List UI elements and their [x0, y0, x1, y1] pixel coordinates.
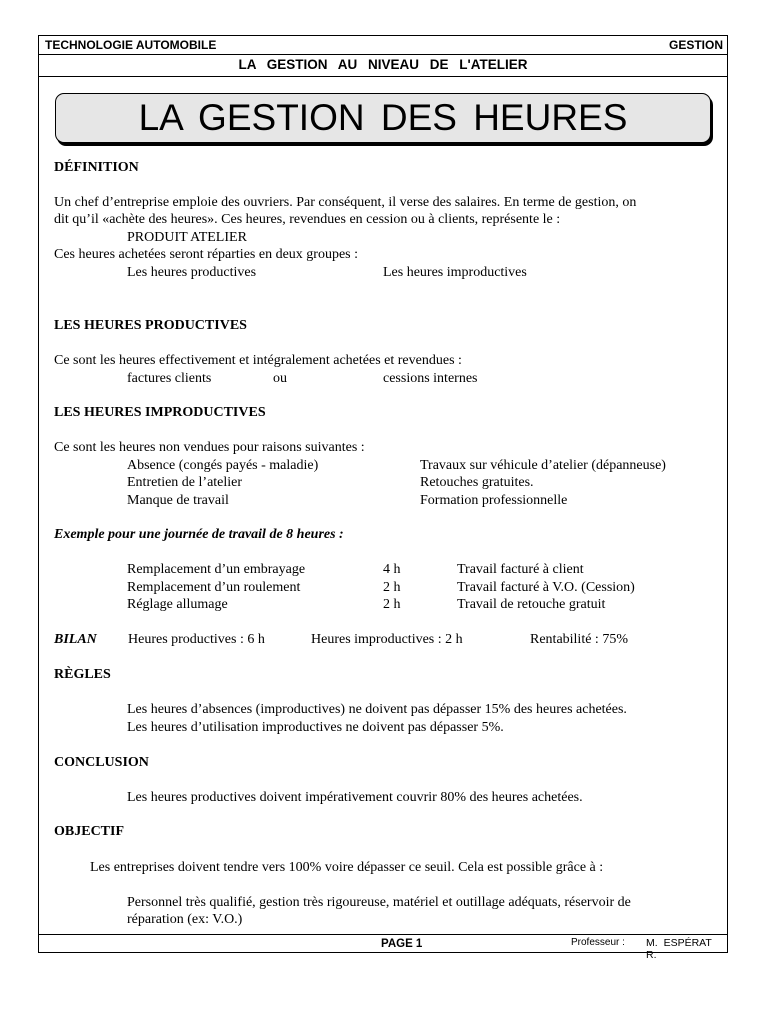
improductive-reason: Manque de travail [127, 493, 229, 508]
footer-bar [39, 934, 727, 961]
improductive-reason: Entretien de l’atelier [127, 475, 243, 490]
page-number: PAGE 1 [381, 938, 423, 950]
header-category: GESTION [668, 38, 723, 52]
conclusion-text: Les heures productives doivent impérativement couvrir 80% des heures achetées. [127, 790, 583, 805]
improductive-reason: Absence (congés payés - maladie) [127, 458, 319, 473]
professor-label: Professeur : [571, 937, 625, 948]
objectif-line1: Personnel très qualifié, gestion très rigoureuse, matériel et outillage adéquats, réservoir de [127, 895, 631, 910]
example-hours: 2 h [383, 580, 401, 595]
conclusion-heading: CONCLUSION [54, 755, 149, 770]
definition-line2: dit qu’il «achète des heures». Ces heures, revendues en cession ou à clients, représente le : [54, 212, 561, 227]
example-task: Remplacement d’un embrayage [127, 562, 306, 577]
regles-line2: Les heures d’utilisation improductives ne doivent pas dépasser 5%. [127, 720, 504, 735]
example-task: Remplacement d’un roulement [127, 580, 301, 595]
definition-line1: Un chef d’entreprise emploie des ouvriers. Par conséquent, il verse des salaires. En terme de gestion, on [54, 195, 637, 210]
improductive-reason: Formation professionnelle [420, 493, 568, 508]
produit-atelier: PRODUIT ATELIER [127, 230, 247, 245]
improductives-text: Ce sont les heures non vendues pour raisons suivantes : [54, 440, 365, 455]
productives-heading: LES HEURES PRODUCTIVES [54, 318, 247, 333]
improductive-reason: Retouches gratuites. [420, 475, 534, 490]
example-heading: Exemple pour une journée de travail de 8 heures : [54, 527, 344, 542]
improductives-heading: LES HEURES IMPRODUCTIVES [54, 405, 266, 420]
header-subject: TECHNOLOGIE AUTOMOBILE [45, 38, 217, 52]
regles-heading: RÈGLES [54, 667, 111, 682]
improductive-reason: Travaux sur véhicule d’atelier (dépanneuse) [420, 458, 666, 473]
productives-text: Ce sont les heures effectivement et intégralement achetées et revendues : [54, 353, 462, 368]
definition-heading: DÉFINITION [54, 160, 139, 175]
example-task: Réglage allumage [127, 597, 228, 612]
group-improductive: Les heures improductives [383, 265, 527, 280]
example-note: Travail de retouche gratuit [457, 597, 606, 612]
productives-item1: factures clients [127, 371, 212, 386]
bilan-label: BILAN [54, 632, 97, 647]
header-bar [39, 36, 727, 55]
productives-item2: cessions internes [383, 371, 478, 386]
professor-name: M. ESPÉRAT R. [646, 937, 712, 961]
example-hours: 2 h [383, 597, 401, 612]
bilan-productive: Heures productives : 6 h [128, 632, 265, 647]
objectif-heading: OBJECTIF [54, 824, 125, 839]
objectif-text: Les entreprises doivent tendre vers 100% voire dépasser ce seuil. Cela est possible grâce à : [90, 860, 604, 875]
objectif-line2: réparation (ex: V.O.) [127, 912, 243, 927]
bilan-improductive: Heures improductives : 2 h [311, 632, 463, 647]
example-note: Travail facturé à V.O. (Cession) [457, 580, 635, 595]
bilan-rentabilite: Rentabilité : 75% [530, 632, 628, 647]
productives-or: ou [273, 371, 287, 386]
page-title: LA GESTION DES HEURES [55, 93, 711, 143]
regles-line1: Les heures d’absences (improductives) ne doivent pas dépasser 15% des heures achetées. [127, 702, 627, 717]
example-hours: 4 h [383, 562, 401, 577]
groups-intro: Ces heures achetées seront réparties en deux groupes : [54, 247, 358, 262]
header-subtitle: LA GESTION AU NIVEAU DE L'ATELIER [39, 54, 727, 77]
example-note: Travail facturé à client [457, 562, 584, 577]
group-productive: Les heures productives [127, 265, 257, 280]
